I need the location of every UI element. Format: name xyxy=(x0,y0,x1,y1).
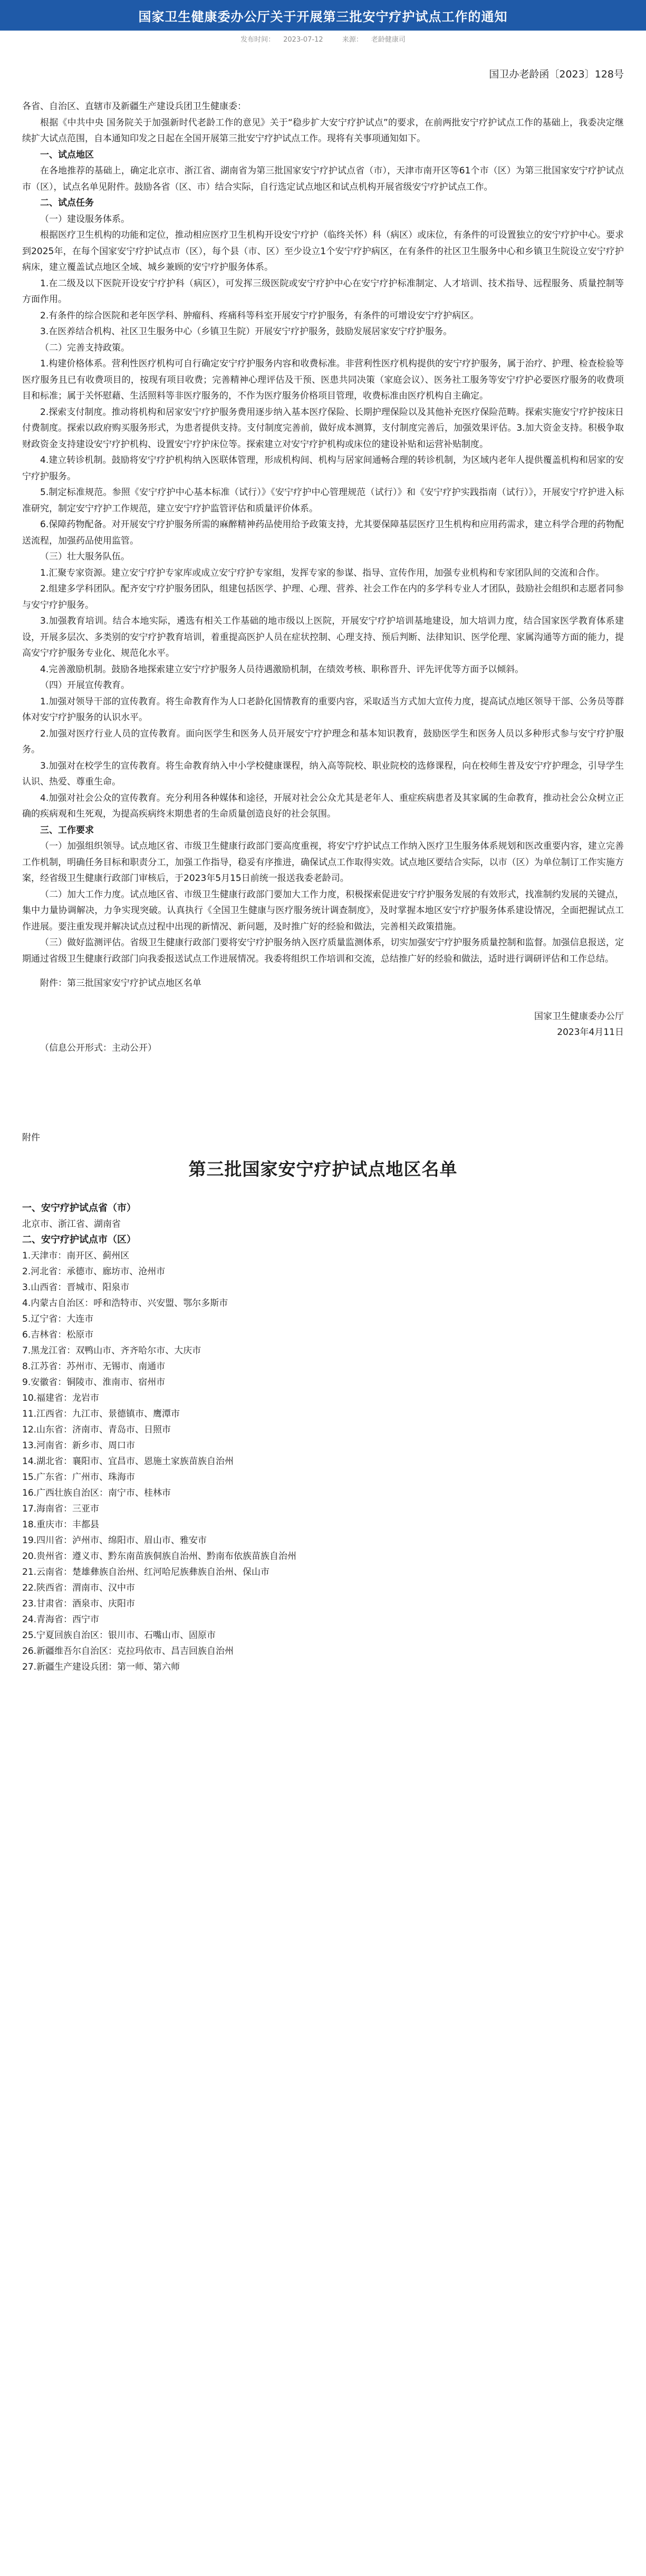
list-paragraph: 3.在医养结合机构、社区卫生服务中心（乡镇卫生院）开展安宁疗护服务，鼓励发展居家安宁疗护服务。 xyxy=(40,326,452,337)
list-item: 1.天津市：南开区、蓟州区 xyxy=(22,1251,130,1261)
list-item: 15.广东省：广州市、珠海市 xyxy=(22,1472,136,1483)
city-list xyxy=(22,1248,624,1675)
list-paragraph: 3.加强教育培训。结合本地实际，遴选有相关工作基础的地市级以上医院，开展安宁疗护培训基地建设，加大培训力度，结合国家医学教育体系建设，开展多层次、多类别的安宁疗护教育培训，着重提高医护人员在症状控制、心理支持、预后判断、法律知识、医学伦理、家属沟通等方面的能力，提高安宁疗护服务专业化、规范化水平。 xyxy=(22,616,624,658)
list-paragraph: 6.保障药物配备。对开展安宁疗护服务所需的麻醉精神药品使用给予政策支持，尤其要保障基层医疗卫生机构和应用药需求，建立科学合理的药物配送流程，加强药品使用监管。 xyxy=(22,519,624,546)
signature-org: 国家卫生健康委办公厅 xyxy=(534,1011,624,1022)
annex-label: 附件 xyxy=(22,1132,40,1143)
list-item: 17.海南省：三亚市 xyxy=(22,1504,100,1514)
list-paragraph: 2.有条件的综合医院和老年医学科、肿瘤科、疼痛科等科室开展安宁疗护服务，有条件的可增设安宁疗护病区。 xyxy=(40,310,479,321)
list-paragraph: 4.建立转诊机制。鼓励将安宁疗护机构纳入医联体管理，形成机构间、机构与居家间通畅合理的转诊机制，为区域内老年人提供覆盖机构和居家的安宁疗护服务。 xyxy=(22,455,624,482)
list-paragraph: 2.组建多学科团队。配齐安宁疗护服务团队，组建包括医学、护理、心理、营养、社会工作在内的多学科专业人才团队，鼓励社会组织和志愿者同参与安宁疗护服务。 xyxy=(22,584,624,611)
list-item: 2.河北省：承德市、廊坊市、沧州市 xyxy=(22,1266,166,1277)
annex-section-heading: 二、安宁疗护试点市（区） xyxy=(22,1234,136,1245)
list-paragraph: 2.探索支付制度。推动将机构和居家安宁疗护服务费用逐步纳入基本医疗保险、长期护理保险以及其他补充医疗保险范畴。探索实施安宁疗护按床日付费制度。探索以政府购买服务形式，为患者提供支持。支付制度完善前，做好成本测算，支付制度完善后，加强效果评估。3.加大资金支持。积极争取财政资金支持建设安宁疗护机构、设置安宁疗护床位等。探索建立对安宁疗护机构或床位的建设补贴和运营补贴制度。 xyxy=(22,406,624,450)
list-item: 14.湖北省：襄阳市、宜昌市、恩施土家族苗族自治州 xyxy=(22,1456,234,1467)
list-paragraph: 1.构建价格体系。营利性医疗机构可自行确定安宁疗护服务内容和收费标准。非营利性医疗机构提供的安宁疗护服务，属于治疗、护理、检查检验等医疗服务且已有收费项目的，按现有项目收费；完善精神心理评估及干预、医患共同决策（家庭会议）、医务社工服务等安宁疗护必要医疗服务的收费项目和标准；属于关怀慰藉、生活照料等非医疗服务的，不作为医疗服务价格项目管理，收费标准由医疗机构自主确定。 xyxy=(22,359,624,401)
list-item: 25.宁夏回族自治区：银川市、石嘴山市、固原市 xyxy=(22,1630,216,1641)
subsection-heading: （三）壮大服务队伍。 xyxy=(40,551,130,562)
list-item: 13.河南省：新乡市、周口市 xyxy=(22,1440,136,1451)
list-item: 19.四川省：泸州市、绵阳市、眉山市、雅安市 xyxy=(22,1535,207,1546)
list-item: 5.辽宁省：大连市 xyxy=(22,1314,94,1324)
section-heading: 一、试点地区 xyxy=(40,149,94,160)
list-paragraph: 4.完善激励机制。鼓励各地探索建立安宁疗护服务人员待遇激励机制，在绩效考核、职称晋升、评先评优等方面予以倾斜。 xyxy=(40,664,524,675)
list-item: 26.新疆维吾尔自治区：克拉玛依市、昌吉回族自治州 xyxy=(22,1646,234,1657)
salutation: 各省、自治区、直辖市及新疆生产建设兵团卫生健康委： xyxy=(22,101,246,112)
list-paragraph: 5.制定标准规范。参照《安宁疗护中心基本标准（试行）》《安宁疗护中心管理规范（试行）》和《安宁疗护实践指南（试行）》，开展安宁疗护进入标准研究，制定安宁疗护工作规范，建立安宁疗护监管评估和质量评价体系。 xyxy=(22,487,624,514)
list-item: 27.新疆生产建设兵团：第一师、第六师 xyxy=(22,1662,180,1672)
paragraph: 根据医疗卫生机构的功能和定位，推动相应医疗卫生机构开设安宁疗护（临终关怀）科（病区）或床位，有条件的可设置独立的安宁疗护中心。要求到2025年，在每个国家安宁疗护试点市（区），每个县（市、区）至少设立1个安宁疗护病区，在有条件的社区卫生服务中心和乡镇卫生院设立安宁疗护病床，建立覆盖试点地区全域、城乡兼顾的安宁疗护服务体系。 xyxy=(22,230,624,273)
list-paragraph: 3.加强对在校学生的宣传教育。将生命教育纳入中小学校健康课程，纳入高等院校、职业院校的选修课程，向在校师生普及安宁疗护理念，引导学生认识、热爱、尊重生命。 xyxy=(22,760,624,787)
list-paragraph: 1.加强对领导干部的宣传教育。将生命教育作为人口老龄化国情教育的重要内容，采取适当方式加大宣传力度，提高试点地区领导干部、公务员等群体对安宁疗护服务的认识水平。 xyxy=(22,696,624,723)
list-paragraph: 2.加强对医疗行业人员的宣传教育。面向医学生和医务人员开展安宁疗护理念和基本知识教育，鼓励医学生和医务人员以多种形式参与安宁疗护服务。 xyxy=(22,728,624,755)
list-item: 4.内蒙古自治区：呼和浩特市、兴安盟、鄂尔多斯市 xyxy=(22,1298,228,1309)
list-item: 22.陕西省：渭南市、汉中市 xyxy=(22,1583,136,1593)
subsection-heading: （二）完善支持政策。 xyxy=(40,342,130,353)
section-heading: 三、工作要求 xyxy=(40,825,94,836)
publish-source: 来源： 老龄健康司 xyxy=(342,36,406,44)
section-heading: 二、试点任务 xyxy=(40,198,94,208)
list-item: 24.青海省：西宁市 xyxy=(22,1614,100,1625)
article-body xyxy=(0,66,646,1675)
disclosure-note: （信息公开形式：主动公开） xyxy=(40,1042,157,1053)
list-item: 6.吉林省：松原市 xyxy=(22,1330,94,1340)
list-paragraph: 4.加强对社会公众的宣传教育。充分利用各种媒体和途径，开展对社会公众尤其是老年人、重症疾病患者及其家属的生命教育，推动社会公众树立正确的疾病观和生死观，为提高疾病终末期患者的生命质量创造良好的社会氛围。 xyxy=(22,792,624,819)
list-item: 23.甘肃省：酒泉市、庆阳市 xyxy=(22,1599,136,1609)
list-item: 10.福建省：龙岩市 xyxy=(22,1393,100,1403)
annex-section-heading: 一、安宁疗护试点省（市） xyxy=(22,1203,136,1214)
publish-meta xyxy=(0,31,646,45)
list-item: 3.山西省：晋城市、阳泉市 xyxy=(22,1282,130,1293)
list-paragraph: 1.汇聚专家资源。建立安宁疗护专家库或成立安宁疗护专家组，发挥专家的参谋、指导、宣传作用，加强专业机构和专家团队间的交流和合作。 xyxy=(40,567,605,578)
paragraph: （三）做好监测评估。省级卫生健康行政部门要将安宁疗护服务纳入医疗质量监测体系，切实加强安宁疗护服务质量控制和监督。加强信息报送，定期通过省级卫生健康行政部门向我委报送试点工作进展情况。我委将组织工作培训和交流，总结推广好的经验和做法，适时进行调研评估和工作总结。 xyxy=(22,937,624,964)
document-number: 国卫办老龄函〔2023〕128号 xyxy=(489,69,624,80)
paragraph: （二）加大工作力度。试点地区省、市级卫生健康行政部门要加大工作力度，积极探索促进安宁疗护服务发展的有效形式，找准制约发展的关键点，集中力量协调解决，力争实现突破。认真执行《全国卫生健康与医疗服务统计调查制度》，及时掌握本地区安宁疗护服务体系建设情况，全面把握试点工作进展。要注重发现并解决试点过程中出现的新情况、新问题，及时推广好的经验和做法，完善相关政策措施。 xyxy=(22,889,624,932)
annex-provinces: 北京市、浙江省、湖南省 xyxy=(22,1219,121,1229)
publish-date: 发布时间： 2023-07-12 xyxy=(240,36,323,44)
paragraph: （一）加强组织领导。试点地区省、市级卫生健康行政部门要高度重视，将安宁疗护试点工作纳入医疗卫生服务体系规划和医改重要内容，建立完善工作机制，明确任务目标和职责分工，加强工作指导，稳妥有序推进，确保试点工作取得实效。试点地区要结合实际，以市（区）为单位制订工作实施方案，经省级卫生健康行政部门审核后，于2023年5月15日前统一报送我委老龄司。 xyxy=(22,841,624,884)
subsection-heading: （一）建设服务体系。 xyxy=(40,214,130,225)
subsection-heading: （四）开展宣传教育。 xyxy=(40,680,130,691)
list-item: 8.江苏省：苏州市、无锡市、南通市 xyxy=(22,1361,166,1372)
list-item: 20.贵州省：遵义市、黔东南苗族侗族自治州、黔南布依族苗族自治州 xyxy=(22,1551,297,1562)
list-paragraph: 1.在二级及以下医院开设安宁疗护科（病区），可发挥三级医院或安宁疗护中心在安宁疗护标准制定、人才培训、技术指导、远程服务、质量控制等方面作用。 xyxy=(22,278,624,305)
list-item: 16.广西壮族自治区：南宁市、桂林市 xyxy=(22,1488,171,1498)
list-item: 12.山东省：济南市、青岛市、日照市 xyxy=(22,1425,171,1435)
list-item: 7.黑龙江省：双鸭山市、齐齐哈尔市、大庆市 xyxy=(22,1345,201,1356)
list-item: 9.安徽省：铜陵市、淮南市、宿州市 xyxy=(22,1377,166,1388)
page-title: 国家卫生健康委办公厅关于开展第三批安宁疗护试点工作的通知 xyxy=(138,9,508,24)
list-item: 21.云南省：楚雄彝族自治州、红河哈尼族彝族自治州、保山市 xyxy=(22,1567,270,1577)
annex-title: 第三批国家安宁疗护试点地区名单 xyxy=(188,1159,458,1179)
list-item: 11.江西省：九江市、景德镇市、鹰潭市 xyxy=(22,1409,180,1419)
signature-date: 2023年4月11日 xyxy=(557,1026,624,1038)
title-banner xyxy=(0,0,646,31)
list-item: 18.重庆市：丰都县 xyxy=(22,1519,100,1530)
intro-paragraph: 根据《中共中央 国务院关于加强新时代老龄工作的意见》关于“稳步扩大安宁疗护试点”的要求，在前两批安宁疗护试点工作的基础上，我委决定继续扩大试点范围，自本通知印发之日起在全国开展第三批安宁疗护试点工作。现将有关事项通知如下。 xyxy=(22,117,624,144)
paragraph: 在各地推荐的基础上，确定北京市、浙江省、湖南省为第三批国家安宁疗护试点省（市），天津市南开区等61个市（区）为第三批国家安宁疗护试点市（区），试点名单见附件。鼓励各省（区、市）结合实际，自行选定试点地区和试点机构开展省级安宁疗护试点工作。 xyxy=(22,166,624,192)
attachment-link[interactable]: 附件：第三批国家安宁疗护试点地区名单 xyxy=(40,978,201,989)
